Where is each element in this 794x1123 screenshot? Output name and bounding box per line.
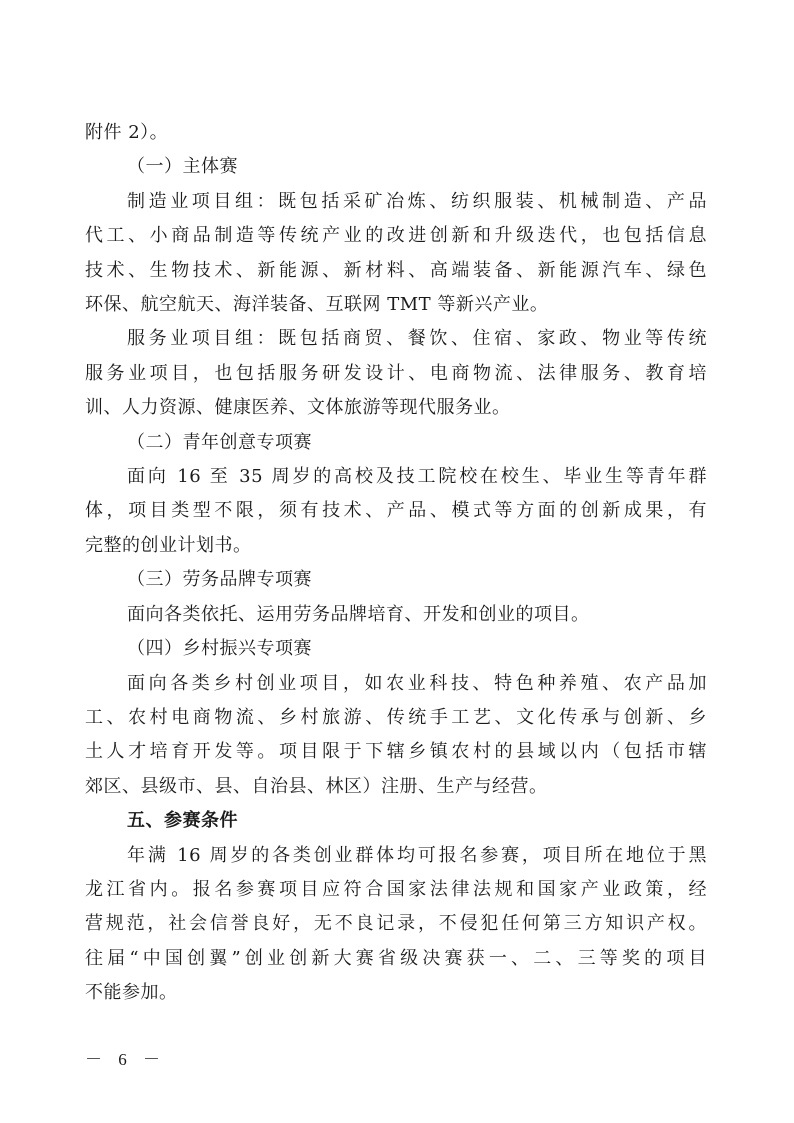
text-line: 土人才培育开发等。项目限于下辖乡镇农村的县域以内（包括市辖 xyxy=(85,741,707,763)
text-line: 训、人力资源、健康医养、文体旅游等现代服务业。 xyxy=(85,397,511,419)
text-line: 龙江省内。报名参赛项目应符合国家法律法规和国家产业政策，经 xyxy=(85,878,707,900)
text-line: 往届“中国创翼”创业创新大赛省级决赛获一、二、三等奖的项目 xyxy=(85,947,707,969)
text-line: 附件 2）。 xyxy=(85,122,169,143)
text-line: 面向 16 至 35 周岁的高校及技工院校在校生、毕业生等青年群 xyxy=(127,466,707,488)
text-line: 郊区、县级市、县、自治县、林区）注册、生产与经营。 xyxy=(85,775,548,797)
text-line: 环保、航空航天、海洋装备、互联网 TMT 等新兴产业。 xyxy=(85,294,549,316)
text-line: （二）青年创意专项赛 xyxy=(127,431,312,453)
text-line: 面向各类乡村创业项目，如农业科技、特色种养殖、农产品加 xyxy=(127,672,707,694)
document-body xyxy=(85,116,707,1011)
text-line: （四）乡村振兴专项赛 xyxy=(127,638,312,660)
text-line: 制造业项目组：既包括采矿冶炼、纺织服装、机械制造、产品 xyxy=(127,190,707,212)
text-line: 营规范，社会信誉良好，无不良记录，不侵犯任何第三方知识产权。 xyxy=(85,913,707,935)
text-line: 技术、生物技术、新能源、新材料、高端装备、新能源汽车、绿色 xyxy=(85,259,707,281)
text-line: 服务业项目组：既包括商贸、餐饮、住宿、家政、物业等传统 xyxy=(127,328,707,350)
text-line: 体，项目类型不限，须有技术、产品、模式等方面的创新成果，有 xyxy=(85,500,707,522)
text-line: （三）劳务品牌专项赛 xyxy=(127,569,312,591)
page-number: － 6 － xyxy=(85,1050,166,1069)
text-line: 服务业项目，也包括服务研发设计、电商物流、法律服务、教育培 xyxy=(85,362,707,384)
text-line: 面向各类依托、运用劳务品牌培育、开发和创业的项目。 xyxy=(127,603,590,625)
section-heading: 五、参赛条件 xyxy=(127,810,238,832)
text-line: 不能参加。 xyxy=(85,982,178,1004)
text-line: （一）主体赛 xyxy=(127,156,238,178)
text-line: 年满 16 周岁的各类创业群体均可报名参赛，项目所在地位于黑 xyxy=(127,844,707,866)
text-line: 完整的创业计划书。 xyxy=(85,534,252,556)
text-line: 工、农村电商物流、乡村旅游、传统手工艺、文化传承与创新、乡 xyxy=(85,706,707,728)
text-line: 代工、小商品制造等传统产业的改进创新和升级迭代，也包括信息 xyxy=(85,225,707,247)
